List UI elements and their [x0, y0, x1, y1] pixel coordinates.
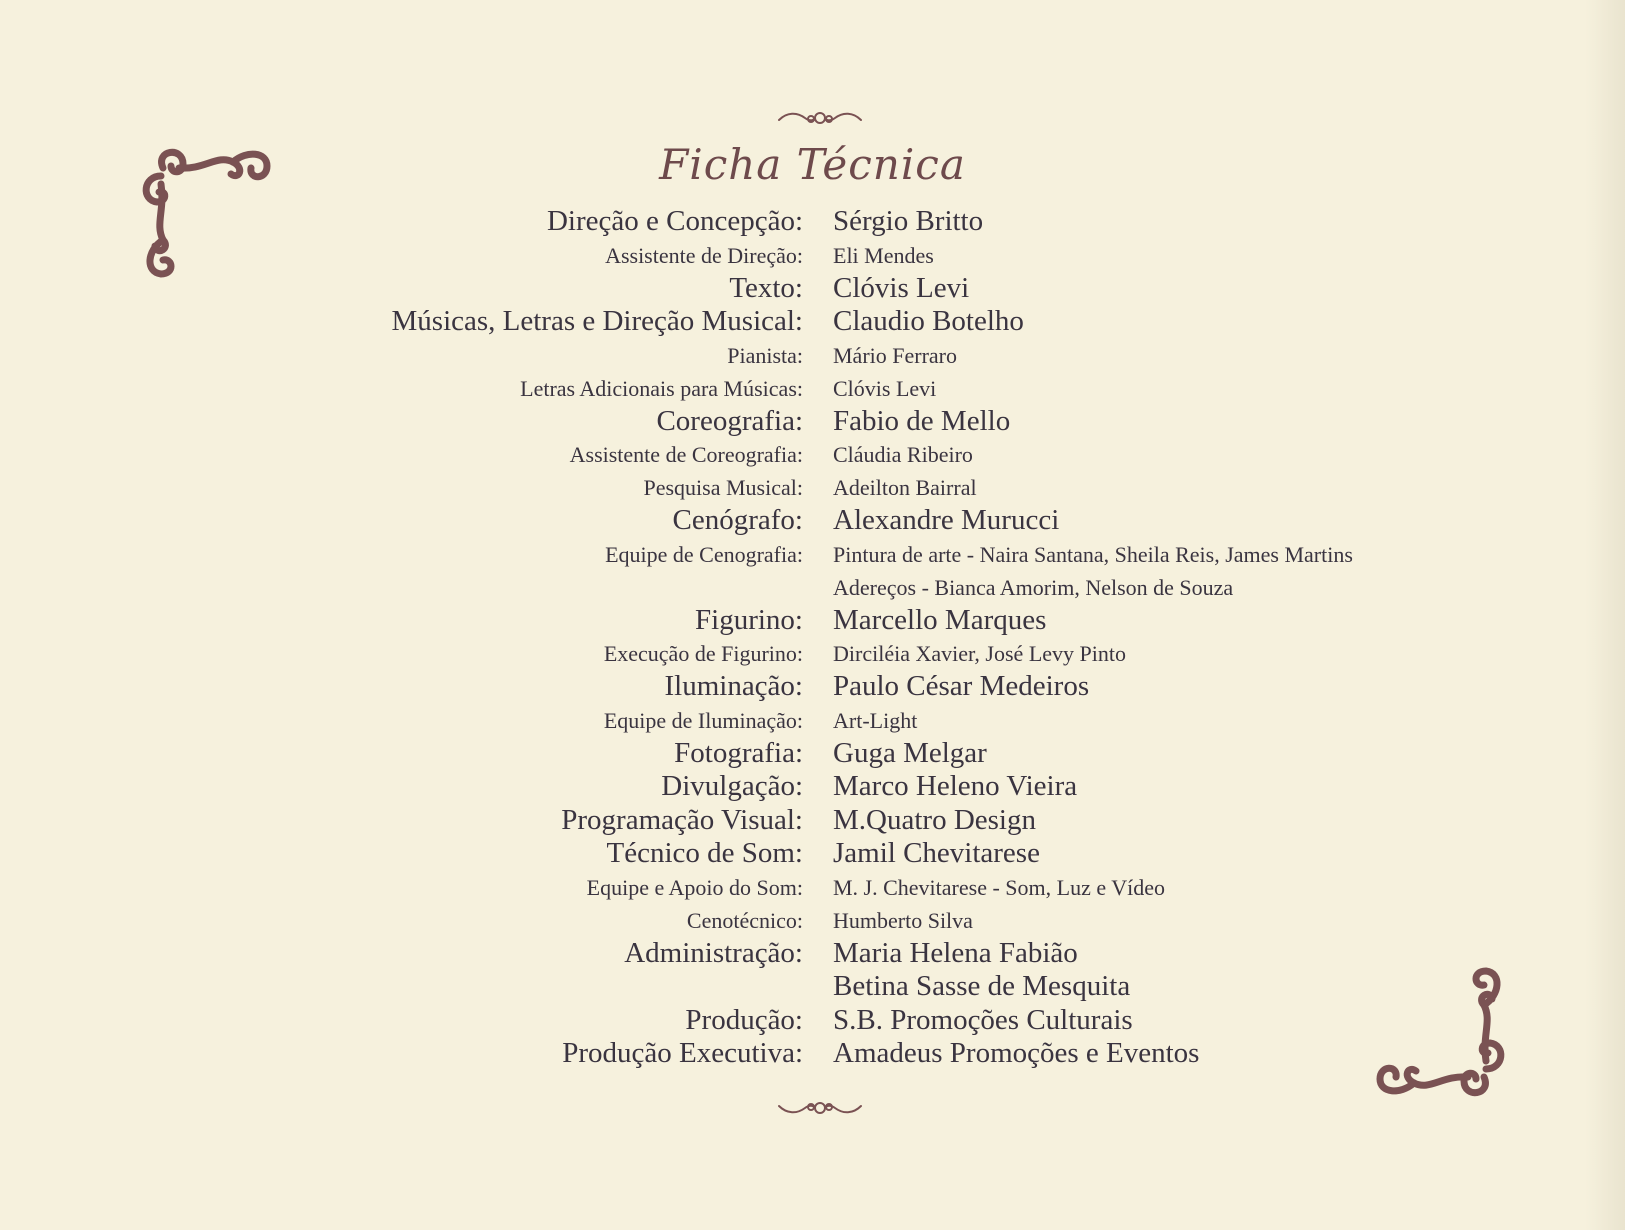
credit-name: Eli Mendes	[833, 242, 934, 268]
credit-name: Clóvis Levi	[833, 375, 937, 401]
credit-row	[0, 504, 1625, 538]
credit-role: Equipe de Iluminação:	[603, 707, 803, 733]
credit-row	[0, 405, 1625, 439]
credit-row	[0, 604, 1625, 638]
credit-role: Divulgação:	[661, 770, 803, 802]
credit-role: Assistente de Coreografia:	[569, 442, 803, 467]
credit-name: Marcello Marques	[833, 603, 1047, 636]
credit-row	[0, 770, 1625, 804]
credit-role: Pianista:	[727, 342, 803, 368]
credit-row	[0, 239, 1625, 272]
credit-row	[0, 637, 1625, 670]
credit-name: M.Quatro Design	[833, 803, 1036, 836]
credit-row	[0, 372, 1625, 405]
credit-role: Equipe e Apoio do Som:	[586, 874, 803, 900]
page-title-text: Ficha Técnica	[659, 140, 966, 189]
credit-role: Execução de Figurino:	[603, 641, 803, 666]
credit-name: Adeilton Bairral	[833, 475, 977, 500]
credit-name: Art-Light	[833, 707, 918, 733]
credit-row	[0, 904, 1625, 937]
credit-role: Equipe de Cenografia:	[605, 541, 803, 567]
credit-row	[0, 737, 1625, 771]
credit-role: Fotografia:	[674, 736, 803, 769]
credit-name: Claudio Botelho	[833, 305, 1024, 337]
credit-role: Produção:	[685, 1003, 803, 1036]
credit-row	[0, 937, 1625, 971]
credit-row	[0, 970, 1625, 1004]
flourish-top-icon	[775, 108, 865, 128]
credit-row	[0, 205, 1625, 239]
flourish-bottom-icon	[775, 1098, 865, 1118]
credit-row	[0, 471, 1625, 504]
credit-row	[0, 670, 1625, 704]
credit-role: Iluminação:	[664, 670, 803, 702]
credit-row	[0, 538, 1625, 571]
credit-name: Guga Melgar	[833, 736, 987, 769]
credit-role: Direção e Concepção:	[546, 205, 803, 237]
credit-role: Programação Visual:	[561, 803, 803, 836]
credit-name: Adereços - Bianca Amorim, Nelson de Souza	[833, 574, 1234, 600]
credit-role: Assistente de Direção:	[605, 242, 803, 268]
credit-row	[0, 837, 1625, 871]
credit-name: Betina Sasse de Mesquita	[833, 970, 1131, 1002]
credit-name: Mário Ferraro	[833, 342, 958, 368]
credit-name: Paulo César Medeiros	[833, 670, 1090, 702]
credits-list	[0, 205, 1625, 1071]
credit-role: Administração:	[624, 936, 803, 969]
page-title	[0, 140, 1625, 189]
credit-role: Coreografia:	[656, 404, 803, 437]
credit-name: Fabio de Mello	[833, 404, 1011, 437]
credit-name: Marco Heleno Vieira	[833, 770, 1078, 802]
credit-row	[0, 804, 1625, 838]
credit-role: Pesquisa Musical:	[643, 475, 803, 500]
credit-name: Clóvis Levi	[833, 271, 970, 304]
credit-role: Texto:	[729, 271, 803, 304]
credit-name: Maria Helena Fabião	[833, 936, 1078, 969]
credit-role: Figurino:	[695, 603, 803, 636]
credit-role: Produção Executiva:	[562, 1037, 803, 1069]
credit-role: Músicas, Letras e Direção Musical:	[391, 305, 803, 337]
credit-row	[0, 305, 1625, 339]
credit-name: Humberto Silva	[833, 907, 973, 933]
credit-role: Cenotécnico:	[686, 907, 803, 933]
credit-row	[0, 704, 1625, 737]
credit-name: Jamil Chevitarese	[833, 837, 1040, 869]
credit-row	[0, 571, 1625, 604]
credit-row	[0, 272, 1625, 306]
credit-role: Cenógrafo:	[672, 504, 803, 536]
credit-name: Sérgio Britto	[833, 205, 984, 237]
credit-role: Técnico de Som:	[606, 837, 803, 869]
credit-name: Amadeus Promoções e Eventos	[833, 1037, 1200, 1069]
credit-name: Dirciléia Xavier, José Levy Pinto	[833, 641, 1126, 666]
credit-row	[0, 1004, 1625, 1038]
credit-name: Cláudia Ribeiro	[833, 442, 973, 467]
credit-row	[0, 1037, 1625, 1071]
credit-row	[0, 339, 1625, 372]
credit-name: Alexandre Murucci	[833, 504, 1060, 536]
credit-role: Letras Adicionais para Músicas:	[520, 375, 803, 401]
credit-name: M. J. Chevitarese - Som, Luz e Vídeo	[833, 874, 1165, 900]
credit-name: Pintura de arte - Naira Santana, Sheila Reis, James Martins	[833, 541, 1353, 567]
credit-row	[0, 438, 1625, 471]
credit-name: S.B. Promoções Culturais	[833, 1003, 1133, 1036]
credit-row	[0, 871, 1625, 904]
